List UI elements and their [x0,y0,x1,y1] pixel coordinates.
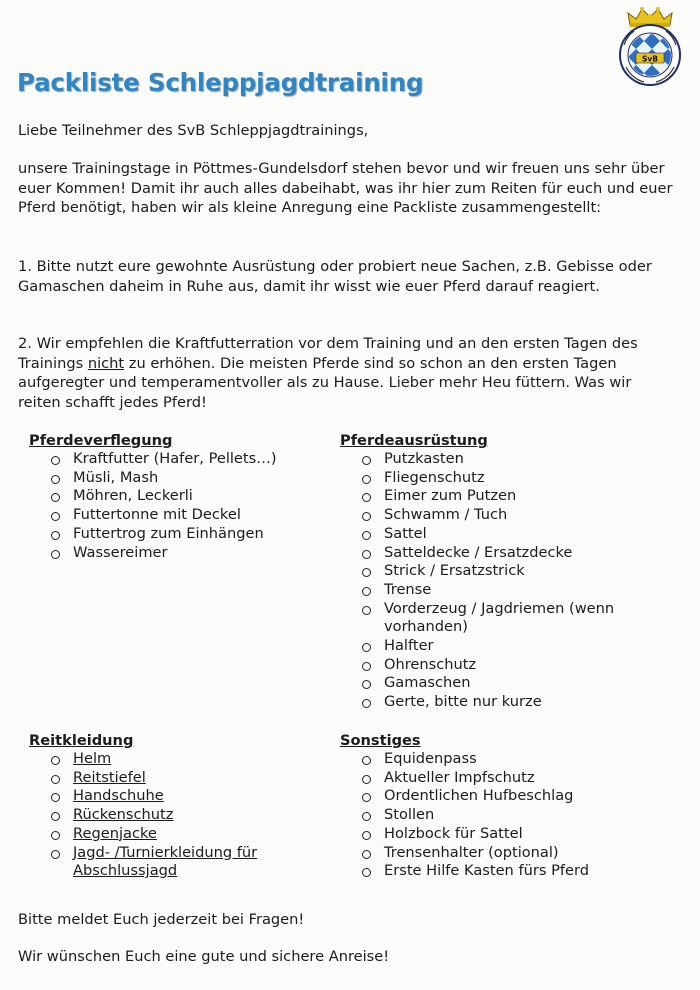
list-item: Kraftfutter (Hafer, Pellets…) [51,450,329,469]
list-item: Equidenpass [362,750,685,769]
list-item: Strick / Ersatzstrick [362,562,685,581]
bullet-circle-icon [51,550,60,559]
list-item: Möhren, Leckerli [51,487,329,506]
bullet-circle-icon [362,475,371,484]
reitkleidung-list [29,750,329,881]
bullet-circle-icon [362,850,371,859]
bullet-circle-icon [362,587,371,596]
bullet-circle-icon [362,868,371,877]
section-heading: Reitkleidung [29,732,134,749]
bullet-circle-icon [51,756,60,765]
closing-questions: Bitte meldet Euch jederzeit bei Fragen! [18,911,305,928]
list-item: Fliegenschutz [362,469,685,488]
bullet-circle-icon [362,512,371,521]
bullet-circle-icon [362,812,371,821]
bullet-circle-icon [362,699,371,708]
section-heading: Pferdeausrüstung [340,432,488,449]
point-2 [18,334,678,412]
list-item: Ordentlichen Hufbeschlag [362,787,685,806]
bullet-circle-icon [362,831,371,840]
list-item: Trense [362,581,685,600]
closing-wishes: Wir wünschen Euch eine gute und sichere Anreise! [18,948,390,965]
list-item: Satteldecke / Ersatzdecke [362,544,685,563]
point-1: 1. Bitte nutzt eure gewohnte Ausrüstung oder probiert neue Sachen, z.B. Gebisse oder Gamaschen daheim in Ruhe aus, damit ihr wisst wie euer Pferd darauf reagiert. [18,258,652,295]
list-item: Handschuhe [51,787,329,806]
list-item: Sattel [362,525,685,544]
bullet-circle-icon [51,831,60,840]
bullet-circle-icon [362,756,371,765]
bullet-circle-icon [51,512,60,521]
list-item: Stollen [362,806,685,825]
list-item: Futtertrog zum Einhängen [51,525,329,544]
list-item: Vorderzeug / Jagdriemen (wenn vorhanden) [362,600,654,637]
list-item: Helm [51,750,329,769]
list-item: Eimer zum Putzen [362,487,685,506]
bullet-circle-icon [362,662,371,671]
list-item: Reitstiefel [51,769,329,788]
section-heading: Sonstiges [340,732,421,749]
bullet-circle-icon [362,793,371,802]
list-item: Erste Hilfe Kasten fürs Pferd [362,862,685,881]
list-item: Gamaschen [362,674,685,693]
bullet-circle-icon [362,680,371,689]
list-item: Holzbock für Sattel [362,825,685,844]
list-item: Rückenschutz [51,806,329,825]
list-item: Jagd- /Turnierkleidung für Abschlussjagd [51,844,288,881]
bullet-circle-icon [362,606,371,615]
bullet-circle-icon [51,456,60,465]
bullet-circle-icon [51,812,60,821]
section-pferdeverpflegung [29,431,329,562]
bullet-circle-icon [362,493,371,502]
section-reitkleidung [29,731,329,881]
bullet-circle-icon [362,456,371,465]
bullet-circle-icon [362,550,371,559]
list-item: Halfter [362,637,685,656]
section-pferdeausruestung [340,431,685,712]
list-item: Wassereimer [51,544,329,563]
bullet-circle-icon [362,568,371,577]
bullet-circle-icon [51,475,60,484]
bullet-circle-icon [51,793,60,802]
pferdeausruestung-list [340,450,685,712]
club-crest-icon [614,5,686,87]
bullet-circle-icon [51,775,60,784]
bullet-circle-icon [362,643,371,652]
point-2-text-before: 2. Wir empfehlen die Kraftfutterration vor dem Training und an den ersten Tagen des Trainings [18,335,638,372]
list-item: Trensenhalter (optional) [362,844,685,863]
page-title: Packliste Schleppjagdtraining [17,68,424,97]
bullet-circle-icon [51,493,60,502]
section-heading: Pferdeverflegung [29,432,173,449]
greeting: Liebe Teilnehmer des SvB Schleppjagdtrainings, [18,122,369,139]
point-2-text-after: zu erhöhen. Die meisten Pferde sind so schon an den ersten Tagen aufgeregter und temperamentvoller als zu Hause. Lieber mehr Heu füttern. Was wir reiten schafft jedes Pferd! [18,354,632,411]
bullet-circle-icon [362,775,371,784]
intro-paragraph: unsere Trainingstage in Pöttmes-Gundelsdorf stehen bevor und wir freuen uns sehr über euer Kommen! Damit ihr auch alles dabeihabt, was ihr hier zum Reiten für euch und euer Pferd benötigt, haben wir als kleine Anregung eine Packliste zusammengestellt: [18,160,673,216]
bullet-circle-icon [51,850,60,859]
svg-text:SvB: SvB [641,54,659,64]
point-2-emphasis: nicht [87,354,125,372]
list-item: Regenjacke [51,825,329,844]
list-item: Müsli, Mash [51,469,329,488]
list-item: Ohrenschutz [362,656,685,675]
list-item: Putzkasten [362,450,685,469]
sonstiges-list [340,750,685,881]
list-item: Gerte, bitte nur kurze [362,693,685,712]
list-item: Schwamm / Tuch [362,506,685,525]
list-item: Futtertonne mit Deckel [51,506,329,525]
section-sonstiges [340,731,685,881]
pferdeverpflegung-list [29,450,329,562]
bullet-circle-icon [51,531,60,540]
bullet-circle-icon [362,531,371,540]
list-item: Aktueller Impfschutz [362,769,685,788]
